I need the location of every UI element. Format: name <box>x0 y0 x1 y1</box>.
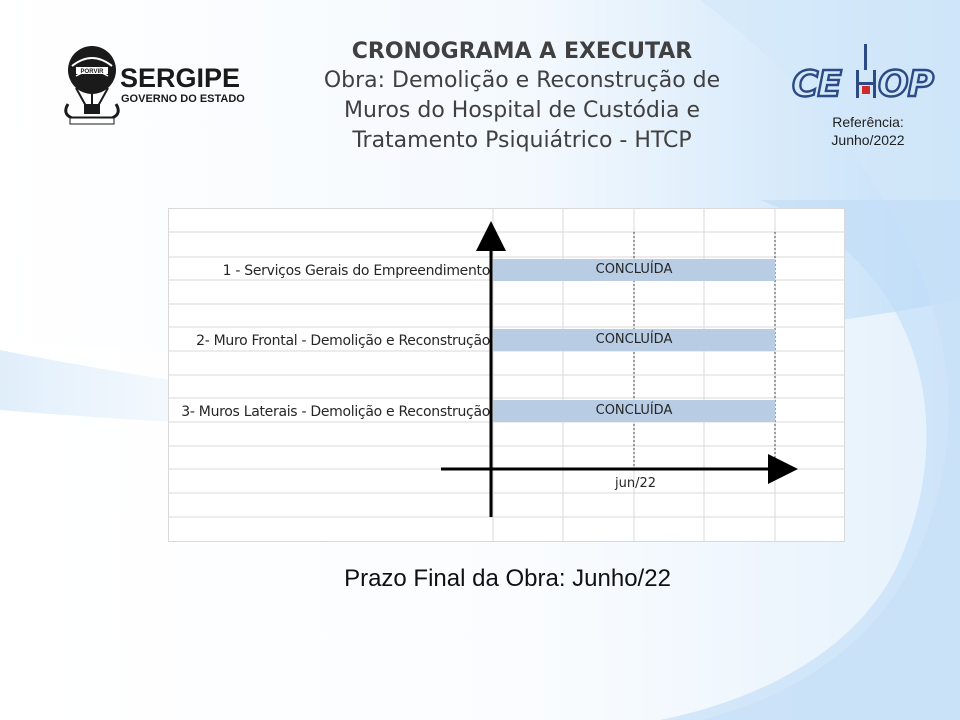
reference-note <box>808 113 928 149</box>
sergipe-wordmark: SERGIPE <box>120 63 241 93</box>
title-line: Tratamento Psiquiátrico - HTCP <box>352 128 692 153</box>
sergipe-logo <box>62 44 252 130</box>
title-line: Obra: Demolição e Reconstrução de <box>323 68 721 93</box>
task-bar-2: CONCLUÍDA <box>493 329 775 351</box>
task-label-3: 3- Muros Laterais - Demolição e Reconstrução <box>181 404 490 420</box>
task-label-2: 2- Muro Frontal - Demolição e Reconstrução <box>196 333 490 349</box>
deadline-note: Prazo Final da Obra: Junho/22 <box>344 565 671 592</box>
title-line: Muros do Hospital de Custódia e <box>343 98 700 123</box>
svg-text:PORVIR: PORVIR <box>80 69 104 75</box>
task-bar-1: CONCLUÍDA <box>493 259 775 281</box>
svg-text:CE: CE <box>792 64 842 102</box>
title-main: CRONOGRAMA A EXECUTAR <box>351 39 693 64</box>
task-bar-3: CONCLUÍDA <box>493 400 775 422</box>
reference-label: Referência: <box>832 114 904 130</box>
schedule-sheet <box>168 208 845 542</box>
cehop-wordmark <box>792 44 934 102</box>
reference-value: Junho/2022 <box>831 132 905 148</box>
balloon-emblem-icon <box>66 46 119 124</box>
svg-text:OP: OP <box>878 64 933 102</box>
governo-subtitle: GOVERNO DO ESTADO <box>121 93 245 105</box>
slide-title <box>272 38 772 156</box>
x-tick-label: jun/22 <box>614 476 656 491</box>
cehop-logo <box>790 42 940 102</box>
task-label-1: 1 - Serviços Gerais do Empreendimento <box>222 263 490 279</box>
